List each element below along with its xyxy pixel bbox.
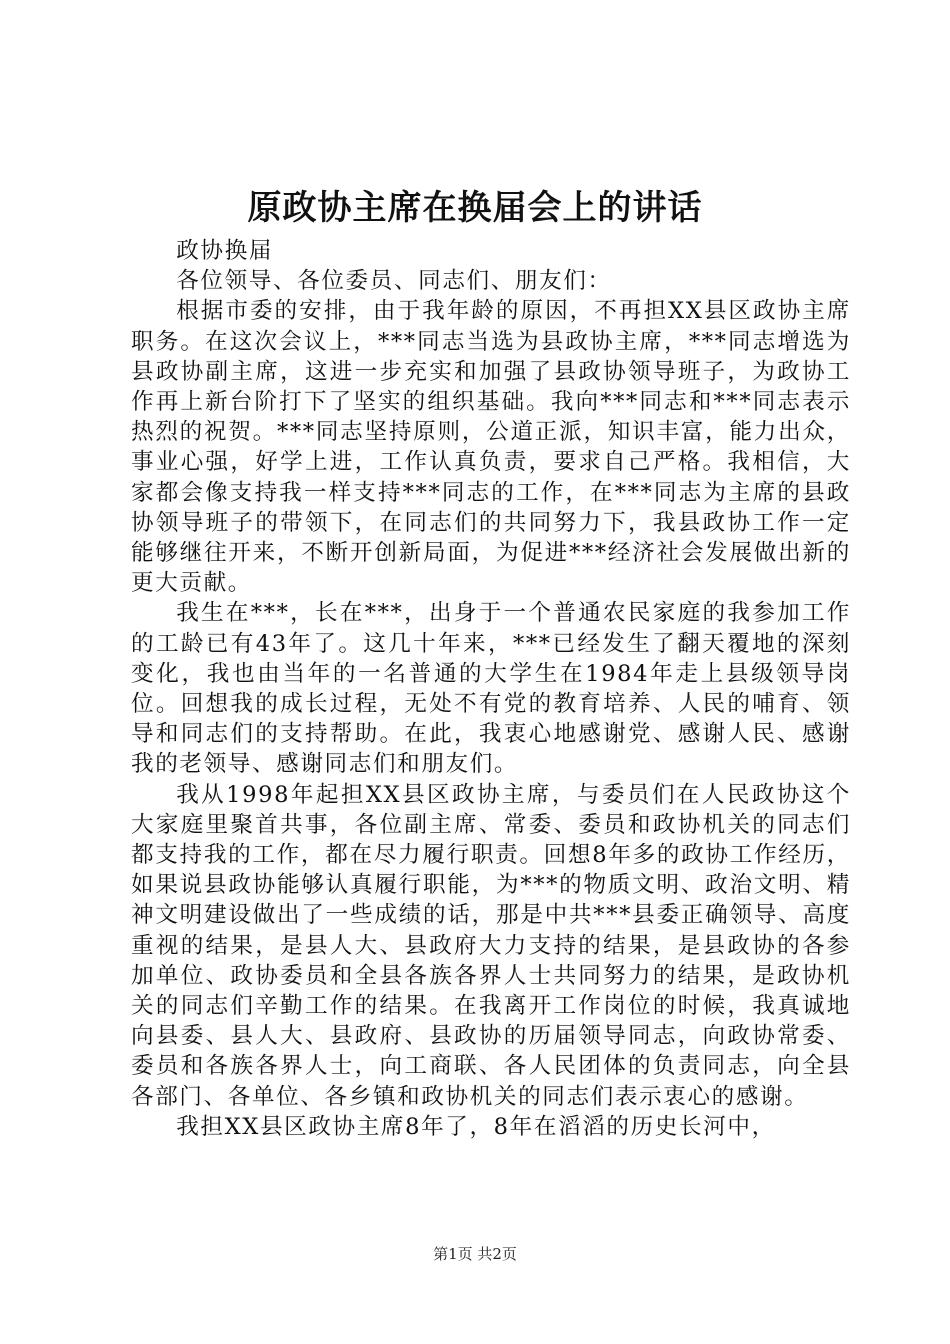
paragraph-subtitle: 政协换届: [176, 238, 273, 264]
document-title: 原政协主席在换届会上的讲话: [247, 188, 703, 228]
paragraph-salutation: 各位领导、各位委员、同志们、朋友们：: [176, 268, 612, 295]
paragraph: 根据市委的安排，由于我年龄的原因，不再担XX县区政协主席职务。在这次会议上，***同志当选为县政协主席，***同志增选为县政协副主席，这进一步充实和加强了县政协领导班子，为政协工作再上新台阶打下了坚实的组织基础。我向***同志和***同志表示热烈的祝贺。***同志坚持原则，公道正派，知识丰富，能力出众，事业心强，好学上进，工作认真负责，要求自己严格。我相信，大家都会像支持我一样支持***同志的工作，在***同志为主席的县政协领导班子的带领下，在同志们的共同努力下，我县政协工作一定能够继往开来，不断开创新局面，为促进***经济社会发展做出新的更大贡献。: [131, 298, 851, 597]
paragraph: 我生在***，长在***，出身于一个普通农民家庭的我参加工作的工龄已有43年了。这几十年来，***已经发生了翻天覆地的深刻变化，我也由当年的一名普通的大学生在1984年走上县级领导岗位。回想我的成长过程，无处不有党的教育培养、人民的哺育、领导和同志们的支持帮助。在此，我衷心地感谢党、感谢人民、感谢我的老领导、感谢同志们和朋友们。: [131, 600, 851, 778]
page-footer: 第1页 共2页: [433, 1245, 517, 1263]
paragraph: 我从1998年起担XX县区政协主席，与委员们在人民政协这个大家庭里聚首共事，各位副主席、常委、委员和政协机关的同志们都支持我的工作，都在尽力履行职责。回想8年多的政协工作经历，如果说县政协能够认真履行职能，为***的物质文明、政治文明、精神文明建设做出了一些成绩的话，那是中共***县委正确领导、高度重视的结果，是县人大、县政府大力支持的结果，是县政协的各参加单位、政协委员和全县各族各界人士共同努力的结果，是政协机关的同志们辛勤工作的结果。在我离开工作岗位的时候，我真诚地向县委、县人大、县政府、县政协的历届领导同志，向政协常委、委员和各族各界人士，向工商联、各人民团体的负责同志，向全县各部门、各单位、各乡镇和政协机关的同志们表示衷心的感谢。: [131, 781, 851, 1110]
document-body: [131, 236, 851, 1142]
paragraph: 我担XX县区政协主席8年了，8年在滔滔的历史长河中，: [176, 1113, 776, 1140]
